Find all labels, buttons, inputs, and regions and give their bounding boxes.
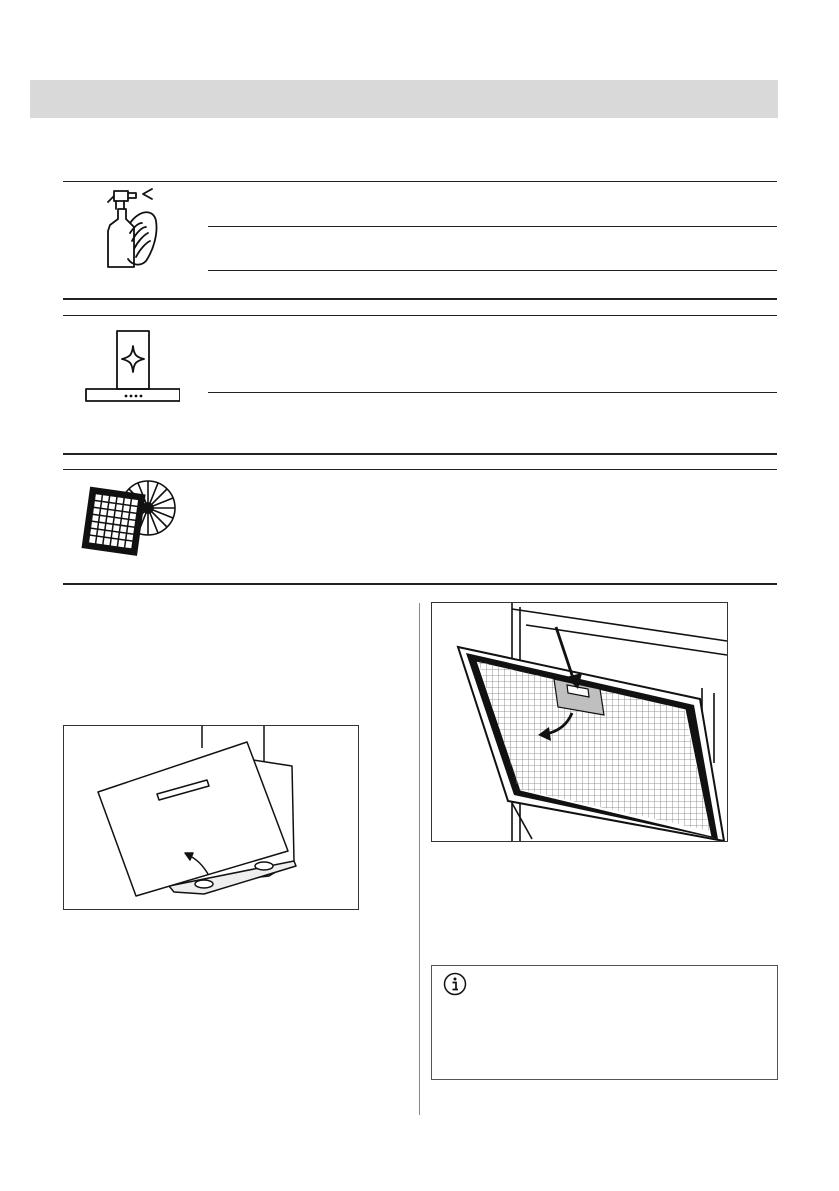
table-inner-rule [208,392,777,393]
hood-panel-lift-illustration [63,725,359,910]
table-inner-rule [208,226,777,227]
spray-bottle-cloth-icon [100,187,162,271]
table-inner-rule [208,270,777,271]
note-box [431,965,778,1080]
table-row-divider [63,469,777,470]
grease-filter-fan-icon [78,474,178,556]
table-top-rule [63,181,777,182]
table-row-divider [63,315,777,316]
column-divider [419,603,420,1115]
table-row-divider [63,298,777,300]
grease-filter-removal-illustration [431,602,728,842]
cooker-hood-sparkle-icon [84,329,180,405]
section-header [30,80,778,118]
table-bottom-rule [63,583,777,585]
table-row-divider [63,453,777,455]
info-icon [443,972,467,996]
